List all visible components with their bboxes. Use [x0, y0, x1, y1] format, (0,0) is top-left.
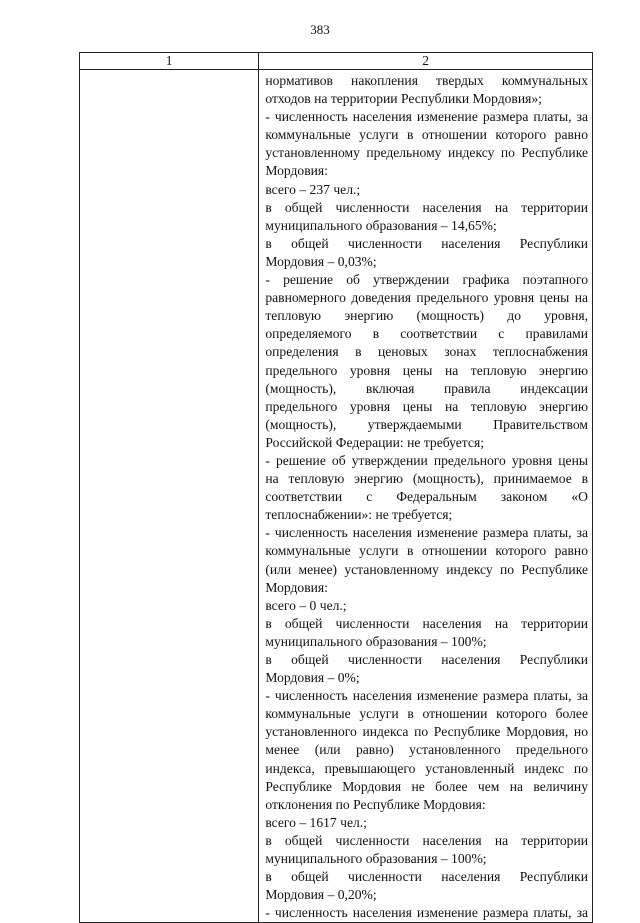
text-line: всего – 237 чел.;	[265, 181, 361, 197]
text-line: - численность населения изменение размера платы, за	[265, 688, 588, 704]
text-line: определяемого в соответствии с правилами	[265, 326, 588, 342]
text-line: в общей численности населения Республики	[265, 235, 588, 251]
text-line: в общей численности населения Республики	[265, 652, 588, 667]
text-line: коммунальные услуги в отношении которого более	[265, 706, 588, 722]
document-table	[79, 52, 593, 923]
text-line: муниципального образования – 100%;	[265, 851, 487, 867]
text-line: Мордовия – 0%;	[265, 670, 360, 686]
text-line: (или менее) установленному индексу по Республике	[265, 561, 588, 577]
text-line: предельного уровня цены на тепловую энергию	[265, 362, 588, 378]
text-line: муниципального образования – 100%;	[265, 633, 487, 649]
text-line: менее (или равно) установленного предельного	[265, 742, 588, 758]
text-line: равномерного доведения предельного уровня цены на	[265, 290, 588, 306]
text-line: установленному предельному индексу по Республике	[265, 145, 588, 161]
text-line: Мордовия – 0,20%;	[265, 887, 377, 903]
text-line: индекса, превышающего установленный индекс по	[265, 760, 588, 776]
column-1-cell	[80, 70, 259, 923]
text-line: отклонения по Республике Мордовия:	[265, 796, 486, 812]
text-line: в общей численности населения Республики	[265, 869, 588, 885]
text-line: определения в ценовых зонах теплоснабжения	[265, 344, 588, 360]
text-line: - численность населения изменение размера платы, за	[265, 905, 588, 921]
text-line: нормативов накопления твердых коммунальных	[265, 73, 588, 88]
text-line: Республике Мордовия не более чем на величину	[265, 778, 588, 794]
text-line: - численность населения изменение размера платы, за	[265, 525, 588, 541]
text-line: предельного уровня цены на тепловую энергию	[265, 398, 588, 414]
text-line: (мощность), включая правила индексации	[265, 380, 588, 396]
text-line: Российской Федерации: не требуется;	[265, 434, 484, 450]
column-2-header: 2	[259, 53, 593, 70]
table-header-row	[80, 53, 593, 70]
text-line: (мощность), утверждаемыми Правительством	[265, 416, 588, 432]
text-line: установленного индекса по Республике Мордовия, но	[265, 724, 588, 740]
text-line: коммунальные услуги в отношении которого равно	[265, 127, 588, 143]
text-line: всего – 0 чел.;	[265, 597, 347, 613]
column-2-cell	[259, 70, 593, 923]
text-line: муниципального образования – 14,65%;	[265, 217, 497, 233]
text-line: на тепловую энергию (мощность), принимаемое в	[265, 471, 588, 487]
text-line: Мордовия:	[265, 579, 328, 595]
table-row	[80, 70, 593, 923]
text-line: теплоснабжении»: не требуется;	[265, 507, 453, 523]
text-line: соответствии с Федеральным законом «О	[265, 489, 588, 505]
page-number: 383	[310, 22, 330, 37]
text-line: коммунальные услуги в отношении которого равно	[265, 543, 588, 559]
cell-text-block	[259, 70, 592, 922]
text-line: тепловую энергию (мощность) до уровня,	[265, 308, 588, 324]
column-1-header: 1	[80, 53, 259, 70]
text-line: в общей численности населения на территории	[265, 832, 588, 848]
text-line: - решение об утверждении графика поэтапного	[265, 272, 588, 288]
text-line: в общей численности населения на территории	[265, 199, 588, 215]
text-line: Мордовия – 0,03%;	[265, 253, 377, 269]
text-line: - решение об утверждении предельного уровня цены	[265, 452, 588, 468]
text-line: - численность населения изменение размера платы, за	[265, 109, 588, 125]
text-line: всего – 1617 чел.;	[265, 814, 367, 830]
text-line: в общей численности населения на территории	[265, 615, 588, 631]
text-line: Мордовия:	[265, 163, 328, 179]
text-line: отходов на территории Республики Мордовия»;	[265, 91, 542, 107]
